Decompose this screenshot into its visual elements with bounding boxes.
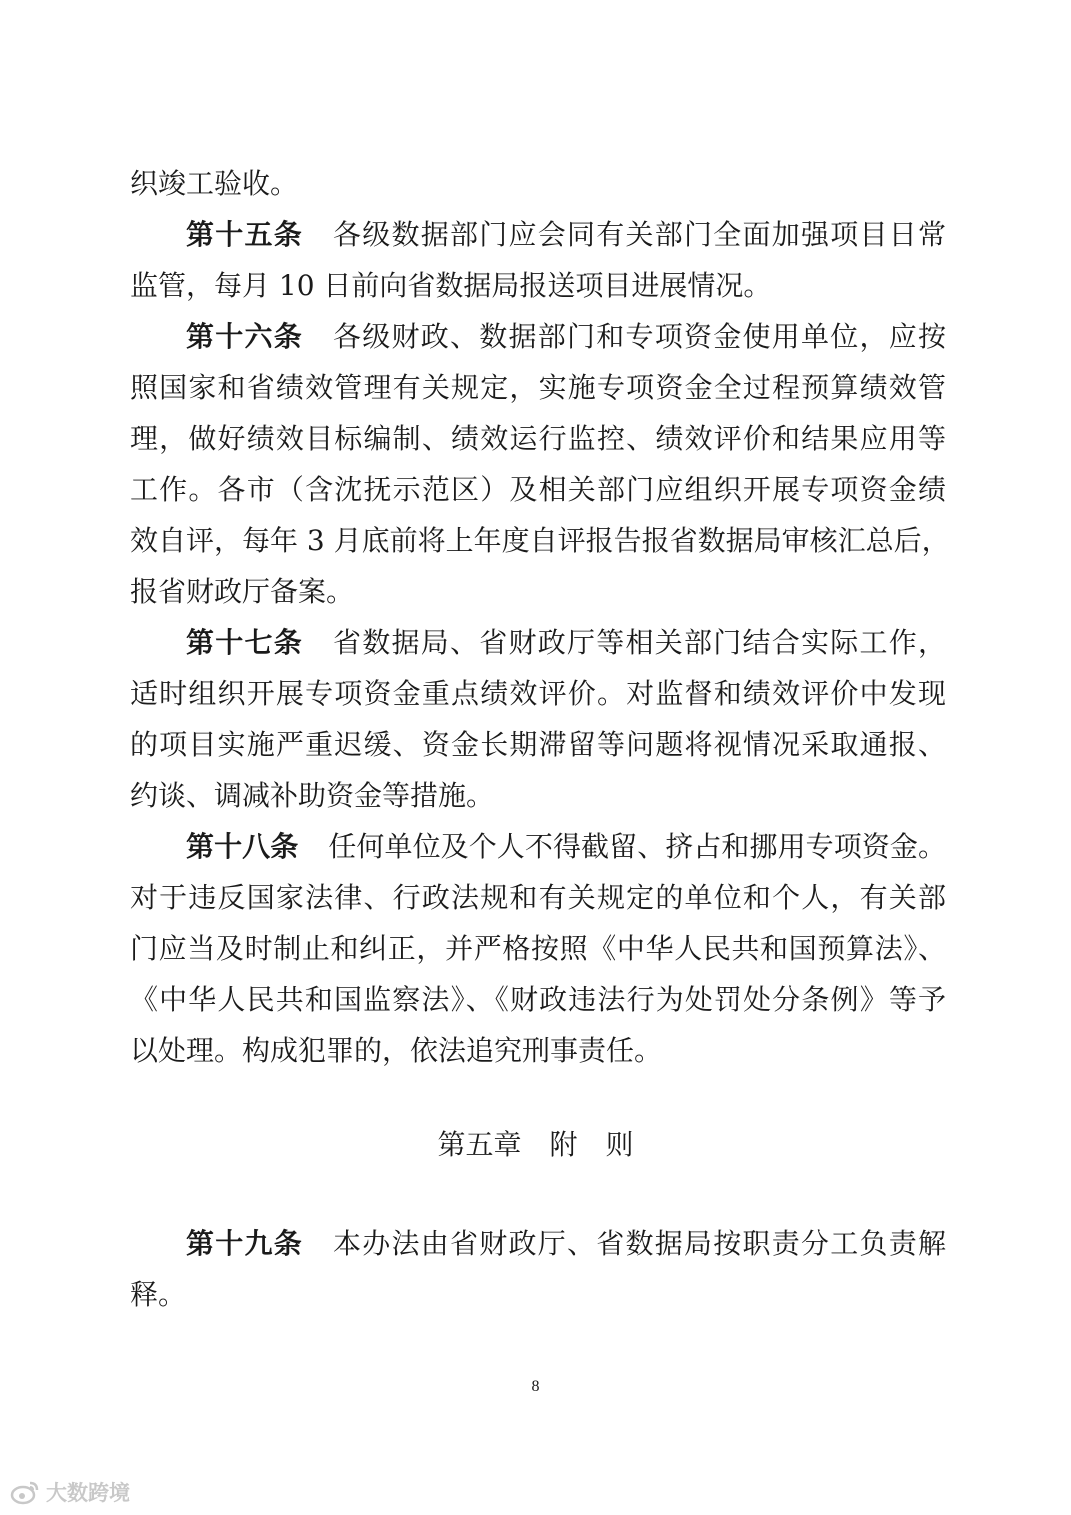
article-16-line-4: 工作。各市（含沈抚示范区）及相关部门应组织开展专项资金绩 xyxy=(130,473,946,506)
article-19-line-1 xyxy=(130,1218,946,1269)
article-15-line-2: 监管，每月 10 日前向省数据局报送项目进展情况。 xyxy=(130,269,772,302)
article-19-line-2: 释。 xyxy=(130,1278,187,1311)
continuation-line: 织竣工验收。 xyxy=(130,167,299,200)
article-18-line-5: 以处理。构成犯罪的，依法追究刑事责任。 xyxy=(130,1034,663,1067)
article-18-text-1: 任何单位及个人不得截留、挤占和挪用专项资金。 xyxy=(328,830,946,863)
watermark xyxy=(10,1477,130,1507)
chapter-heading xyxy=(0,1119,1071,1170)
article-17-line-4: 约谈、调减补助资金等措施。 xyxy=(130,779,495,812)
weibo-logo-icon xyxy=(10,1479,40,1505)
article-17-title: 第十七条 xyxy=(186,626,303,659)
article-18-line-3: 门应当及时制止和纠正，并严格按照《中华人民共和国预算法》、 xyxy=(130,932,946,965)
article-15-title: 第十五条 xyxy=(186,218,303,251)
chapter-name-2: 则 xyxy=(605,1128,634,1161)
chapter-name-1: 附 xyxy=(549,1128,578,1161)
article-17-line-2: 适时组织开展专项资金重点绩效评价。对监督和绩效评价中发现 xyxy=(130,677,946,710)
article-16-line-3: 理，做好绩效目标编制、绩效运行监控、绩效评价和结果应用等 xyxy=(130,422,946,455)
article-16-line-2: 照国家和省绩效管理有关规定，实施专项资金全过程预算绩效管 xyxy=(130,371,946,404)
article-16-line-5: 效自评，每年 3 月底前将上年度自评报告报省数据局审核汇总后， xyxy=(130,524,950,557)
article-17-line-1 xyxy=(130,617,946,668)
article-15-text-1: 各级数据部门应会同有关部门全面加强项目日常 xyxy=(333,218,946,251)
article-16-title: 第十六条 xyxy=(186,320,303,353)
article-18-line-4: 《中华人民共和国监察法》、《财政违法行为处罚处分条例》等予 xyxy=(130,983,946,1016)
article-18-title: 第十八条 xyxy=(186,830,299,863)
article-15-line-1 xyxy=(130,209,946,260)
watermark-text: 大数跨境 xyxy=(46,1481,130,1505)
article-19-text-1: 本办法由省财政厅、省数据局按职责分工负责解 xyxy=(333,1227,946,1260)
article-16-line-1 xyxy=(130,311,946,362)
article-18-line-2: 对于违反国家法律、行政法规和有关规定的单位和个人，有关部 xyxy=(130,881,946,914)
body-text-upper xyxy=(130,158,950,1076)
article-16-line-6: 报省财政厅备案。 xyxy=(130,575,355,608)
article-17-text-1: 省数据局、省财政厅等相关部门结合实际工作， xyxy=(333,626,946,659)
page-number: 8 xyxy=(531,1378,540,1395)
article-17-line-3: 的项目实施严重迟缓、资金长期滞留等问题将视情况采取通报、 xyxy=(130,728,946,761)
article-16-text-1: 各级财政、数据部门和专项资金使用单位，应按 xyxy=(333,320,946,353)
article-18-line-1 xyxy=(130,821,946,872)
chapter-number: 第五章 xyxy=(437,1128,522,1161)
body-text-lower xyxy=(130,1218,946,1320)
article-19-title: 第十九条 xyxy=(186,1227,303,1260)
